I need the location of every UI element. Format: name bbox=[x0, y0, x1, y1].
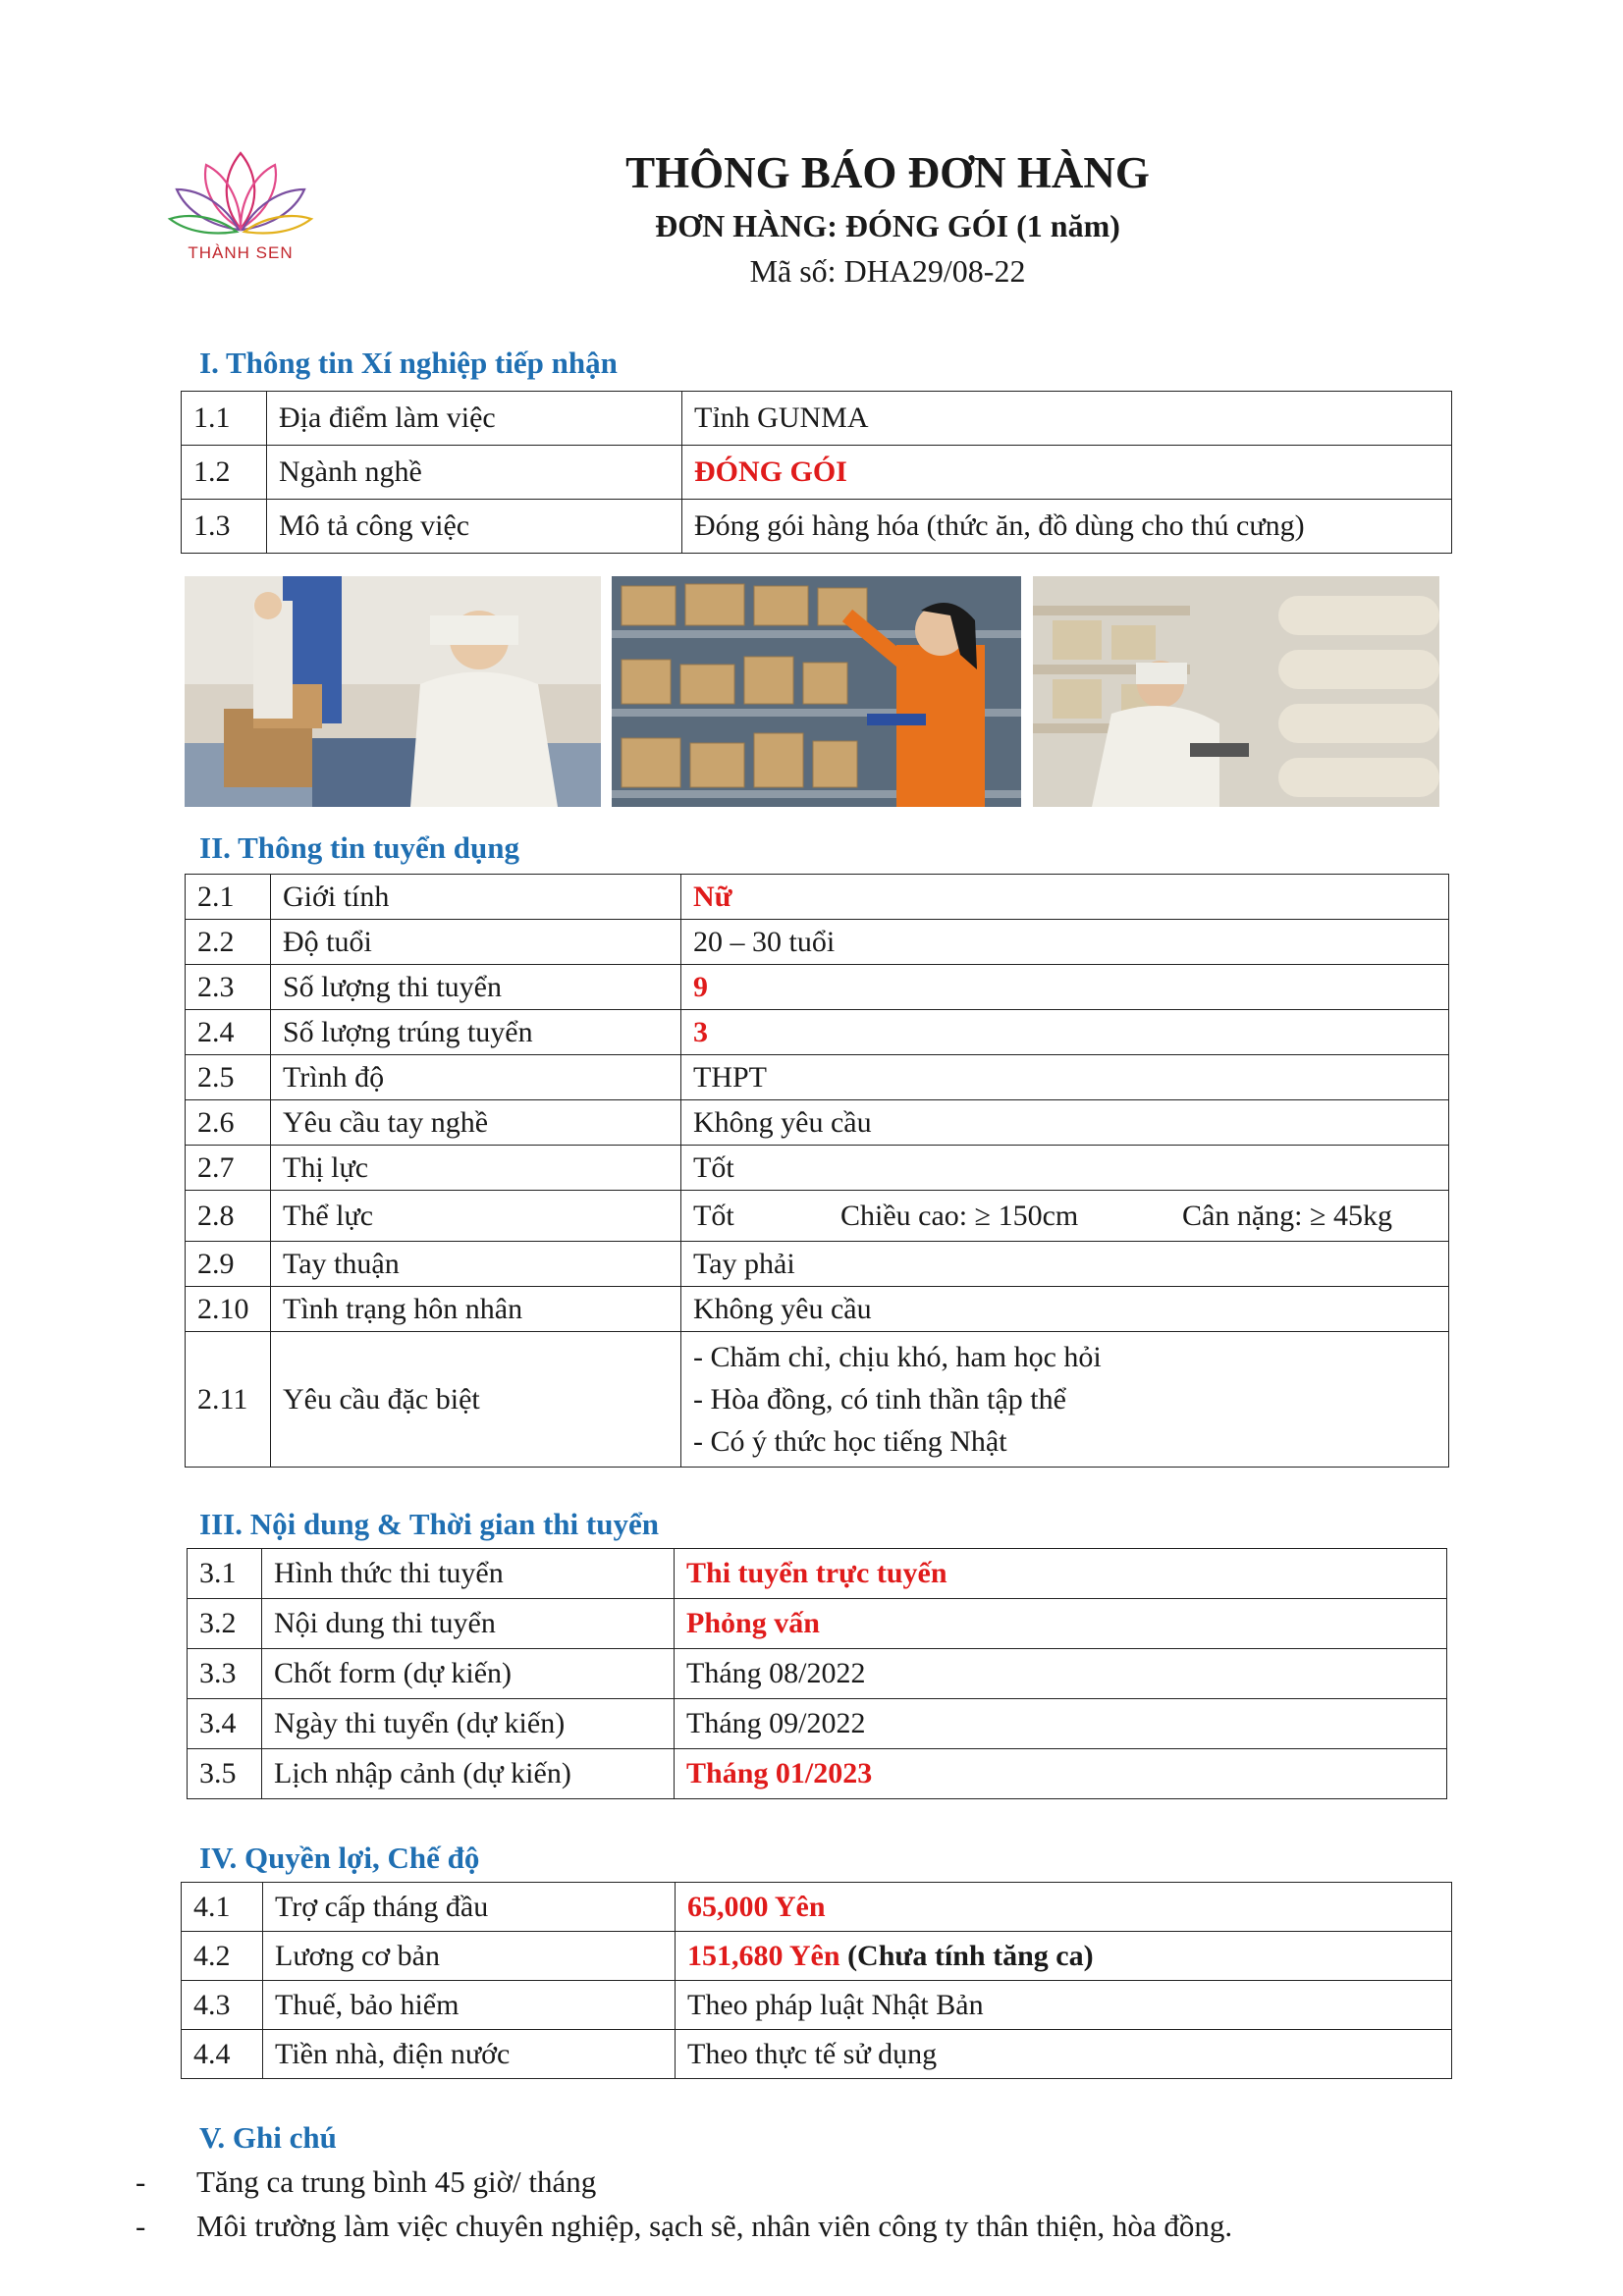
table-row bbox=[186, 965, 1449, 1010]
row-value: 20 – 30 tuổi bbox=[681, 920, 1449, 965]
table-row bbox=[186, 1010, 1449, 1055]
row-label: Yêu cầu đặc biệt bbox=[271, 1332, 681, 1468]
salary-value: 151,680 Yên bbox=[687, 1939, 840, 1972]
row-number: 2.3 bbox=[186, 965, 271, 1010]
row-number: 2.6 bbox=[186, 1100, 271, 1146]
row-value: Tháng 01/2023 bbox=[675, 1749, 1447, 1799]
row-number: 2.1 bbox=[186, 875, 271, 920]
row-value: Thi tuyển trực tuyến bbox=[675, 1549, 1447, 1599]
photo-shelf-inventory bbox=[612, 576, 1021, 807]
row-number: 3.3 bbox=[188, 1649, 262, 1699]
row-value bbox=[681, 1332, 1449, 1468]
section1-heading: I. Thông tin Xí nghiệp tiếp nhận bbox=[199, 346, 618, 380]
row-label: Lịch nhập cảnh (dự kiến) bbox=[262, 1749, 675, 1799]
table-row bbox=[186, 1332, 1449, 1468]
table-row bbox=[182, 2030, 1452, 2079]
row-number: 4.4 bbox=[182, 2030, 263, 2079]
row-number: 1.3 bbox=[182, 500, 267, 554]
row-number: 4.1 bbox=[182, 1883, 263, 1932]
row-label: Yêu cầu tay nghề bbox=[271, 1100, 681, 1146]
bullet-dash: - bbox=[135, 2164, 146, 2199]
requirement-line: - Có ý thức học tiếng Nhật bbox=[693, 1425, 1007, 1458]
row-label: Địa điểm làm việc bbox=[267, 392, 682, 446]
table-row bbox=[186, 875, 1449, 920]
note-text: Tăng ca trung bình 45 giờ/ tháng bbox=[196, 2164, 597, 2199]
row-value: Nữ bbox=[681, 875, 1449, 920]
row-label: Thị lực bbox=[271, 1146, 681, 1191]
photo-storage-shelves bbox=[1033, 576, 1439, 807]
row-number: 2.10 bbox=[186, 1287, 271, 1332]
section4-table bbox=[181, 1882, 1452, 2079]
row-value: Không yêu cầu bbox=[681, 1287, 1449, 1332]
row-label: Tay thuận bbox=[271, 1242, 681, 1287]
row-number: 2.5 bbox=[186, 1055, 271, 1100]
row-label: Tiền nhà, điện nước bbox=[263, 2030, 676, 2079]
row-value: Phỏng vấn bbox=[675, 1599, 1447, 1649]
row-number: 3.4 bbox=[188, 1699, 262, 1749]
requirement-line: - Chăm chỉ, chịu khó, ham học hỏi bbox=[693, 1341, 1102, 1373]
bullet-dash: - bbox=[135, 2209, 146, 2243]
section1-table bbox=[181, 391, 1452, 554]
table-row bbox=[188, 1599, 1447, 1649]
row-value: 9 bbox=[681, 965, 1449, 1010]
table-row bbox=[186, 1242, 1449, 1287]
page-title: THÔNG BÁO ĐƠN HÀNG bbox=[625, 148, 1150, 197]
table-row bbox=[186, 1191, 1449, 1242]
row-label: Nội dung thi tuyển bbox=[262, 1599, 675, 1649]
row-value: Tháng 09/2022 bbox=[675, 1699, 1447, 1749]
table-row bbox=[188, 1649, 1447, 1699]
row-label: Ngày thi tuyển (dự kiến) bbox=[262, 1699, 675, 1749]
logo-text: THÀNH SEN bbox=[188, 243, 294, 262]
table-row bbox=[188, 1749, 1447, 1799]
row-number: 2.9 bbox=[186, 1242, 271, 1287]
row-label: Chốt form (dự kiến) bbox=[262, 1649, 675, 1699]
row-value: Theo pháp luật Nhật Bản bbox=[676, 1981, 1452, 2030]
salary-note: (Chưa tính tăng ca) bbox=[847, 1939, 1094, 1972]
row-value: Không yêu cầu bbox=[681, 1100, 1449, 1146]
row-label: Thể lực bbox=[271, 1191, 681, 1242]
table-row bbox=[186, 1100, 1449, 1146]
row-number: 2.8 bbox=[186, 1191, 271, 1242]
row-number: 2.11 bbox=[186, 1332, 271, 1468]
row-value: Tốt bbox=[681, 1146, 1449, 1191]
table-row bbox=[188, 1699, 1447, 1749]
section5-heading: V. Ghi chú bbox=[199, 2120, 337, 2155]
row-label: Số lượng thi tuyển bbox=[271, 965, 681, 1010]
table-row bbox=[186, 1146, 1449, 1191]
order-code: Mã số: DHA29/08-22 bbox=[749, 253, 1026, 289]
row-number: 4.3 bbox=[182, 1981, 263, 2030]
row-number: 4.2 bbox=[182, 1932, 263, 1981]
row-label: Giới tính bbox=[271, 875, 681, 920]
row-label: Hình thức thi tuyển bbox=[262, 1549, 675, 1599]
row-number: 2.2 bbox=[186, 920, 271, 965]
height-requirement: Chiều cao: ≥ 150cm bbox=[840, 1199, 1079, 1232]
row-value: Tỉnh GUNMA bbox=[682, 392, 1452, 446]
row-label: Tình trạng hôn nhân bbox=[271, 1287, 681, 1332]
row-number: 3.1 bbox=[188, 1549, 262, 1599]
section3-heading: III. Nội dung & Thời gian thi tuyển bbox=[199, 1507, 659, 1541]
row-label: Trình độ bbox=[271, 1055, 681, 1100]
row-number: 2.4 bbox=[186, 1010, 271, 1055]
page-subtitle: ĐƠN HÀNG: ĐÓNG GÓI (1 năm) bbox=[655, 208, 1120, 243]
row-number: 3.5 bbox=[188, 1749, 262, 1799]
row-label: Độ tuổi bbox=[271, 920, 681, 965]
row-value bbox=[681, 1191, 1449, 1242]
requirement-line: - Hòa đồng, có tinh thần tập thể bbox=[693, 1383, 1066, 1415]
row-value: THPT bbox=[681, 1055, 1449, 1100]
row-value: Tay phải bbox=[681, 1242, 1449, 1287]
section2-table bbox=[185, 874, 1449, 1468]
table-row bbox=[182, 1883, 1452, 1932]
row-label: Số lượng trúng tuyển bbox=[271, 1010, 681, 1055]
row-label: Lương cơ bản bbox=[263, 1932, 676, 1981]
photo-warehouse-conveyor bbox=[185, 576, 601, 807]
table-row bbox=[182, 446, 1452, 500]
section4-heading: IV. Quyền lợi, Chế độ bbox=[199, 1841, 480, 1875]
row-value bbox=[676, 1932, 1452, 1981]
fitness-value: Tốt bbox=[693, 1199, 734, 1232]
table-row bbox=[182, 500, 1452, 554]
table-row bbox=[182, 1932, 1452, 1981]
row-value: 65,000 Yên bbox=[676, 1883, 1452, 1932]
note-text: Môi trường làm việc chuyên nghiệp, sạch sẽ, nhân viên công ty thân thiện, hòa đồng. bbox=[196, 2209, 1233, 2243]
row-number: 1.1 bbox=[182, 392, 267, 446]
row-value: Tháng 08/2022 bbox=[675, 1649, 1447, 1699]
row-label: Ngành nghề bbox=[267, 446, 682, 500]
table-row bbox=[186, 1287, 1449, 1332]
section2-heading: II. Thông tin tuyển dụng bbox=[199, 830, 519, 865]
row-value: ĐÓNG GÓI bbox=[682, 446, 1452, 500]
row-value: Theo thực tế sử dụng bbox=[676, 2030, 1452, 2079]
weight-requirement: Cân nặng: ≥ 45kg bbox=[1182, 1199, 1392, 1232]
table-row bbox=[186, 1055, 1449, 1100]
row-number: 3.2 bbox=[188, 1599, 262, 1649]
row-number: 2.7 bbox=[186, 1146, 271, 1191]
table-row bbox=[182, 1981, 1452, 2030]
row-value: 3 bbox=[681, 1010, 1449, 1055]
row-label: Mô tả công việc bbox=[267, 500, 682, 554]
table-row bbox=[188, 1549, 1447, 1599]
table-row bbox=[182, 392, 1452, 446]
row-value: Đóng gói hàng hóa (thức ăn, đồ dùng cho thú cưng) bbox=[682, 500, 1452, 554]
row-number: 1.2 bbox=[182, 446, 267, 500]
row-label: Trợ cấp tháng đầu bbox=[263, 1883, 676, 1932]
row-label: Thuế, bảo hiểm bbox=[263, 1981, 676, 2030]
table-row bbox=[186, 920, 1449, 965]
section3-table bbox=[187, 1548, 1447, 1799]
